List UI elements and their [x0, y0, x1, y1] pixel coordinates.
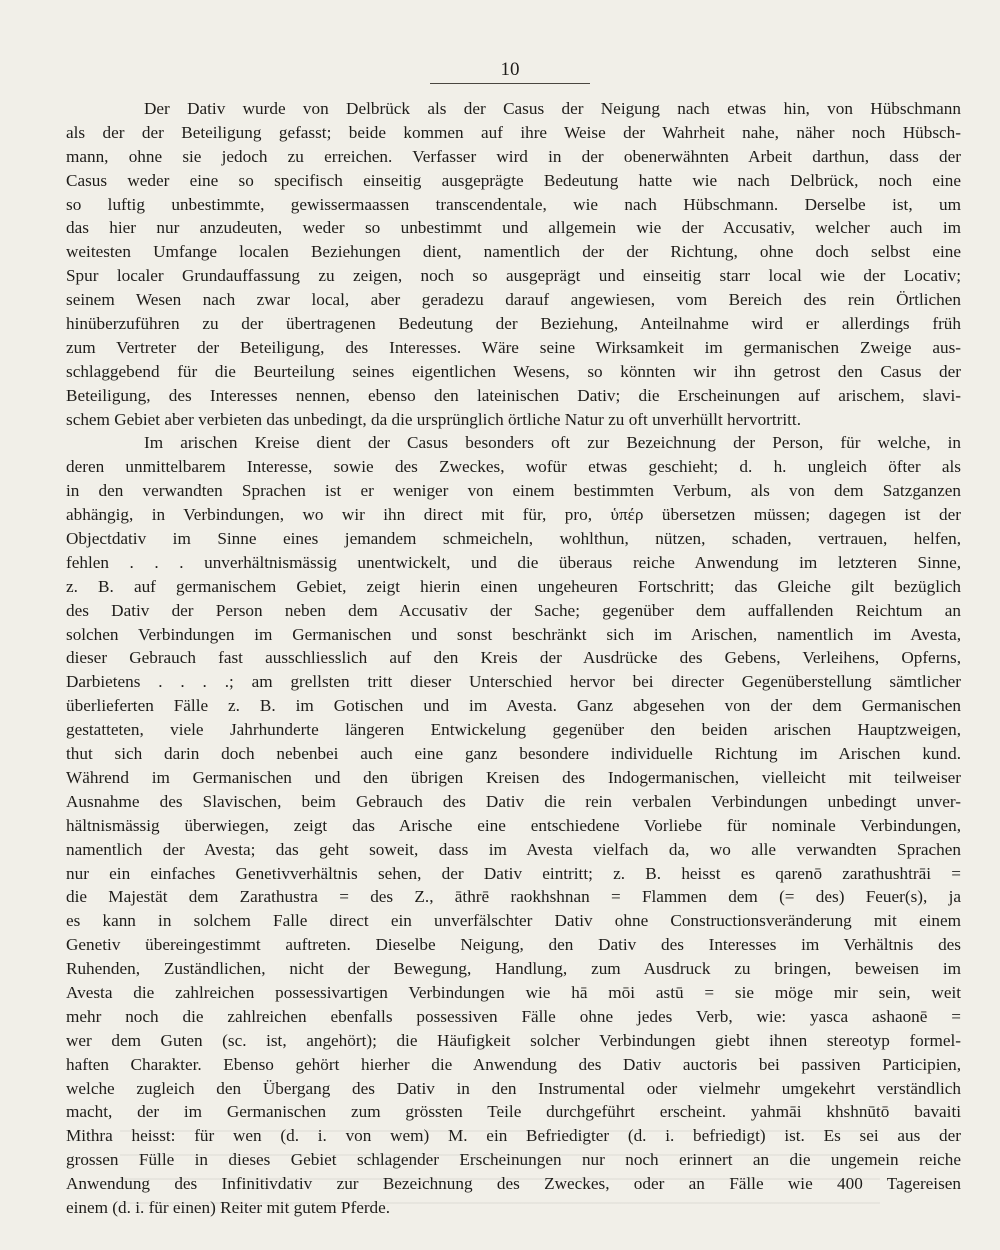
- text-line: welche zugleich den Übergang des Dativ in den Instrumental oder vielmehr umgekehrt verständlich: [66, 1078, 961, 1098]
- text-line: deren unmittelbarem Interesse, sowie des Zweckes, wofür etwas geschieht; d. h. ungleich öfter als: [66, 457, 961, 477]
- text-line: einem (d. i. für einen) Reiter mit gutem Pferde.: [66, 1197, 391, 1217]
- text-line: des Dativ der Person neben dem Accusativ der Sache; gegenüber dem auffallenden Reichtum an: [66, 600, 961, 620]
- text-line: Objectdativ im Sinne eines jemandem schmeicheln, wohlthun, nützen, schaden, vertrauen, helfen,: [66, 529, 961, 549]
- text-line: grossen Fülle in dieses Gebiet schlagender Erscheinungen nur noch erinnert an die ungemein reiche: [66, 1150, 961, 1170]
- page-number: 10: [500, 59, 520, 80]
- text-line: solchen Verbindungen im Germanischen und sonst beschränkt sich im Arischen, namentlich im Avesta,: [66, 624, 961, 644]
- text-line: Beteiligung, des Interesses nennen, ebenso den lateinischen Dativ; die Erscheinungen auf arischem, slavi-: [66, 385, 961, 405]
- text-line: gestatteten, viele Jahrhunderte längeren Entwickelung gegenüber den beiden arischen Hauptzweigen,: [66, 720, 961, 740]
- text-line: überlieferten Fälle z. B. im Gotischen und im Avesta. Ganz abgesehen von der dem Germanischen: [66, 696, 961, 716]
- text-line: Genetiv übereingestimmt auftreten. Dieselbe Neigung, den Dativ des Interesses im Verhältnis des: [66, 935, 961, 955]
- text-line: es kann in solchem Falle direct ein unverfälschter Dativ ohne Constructionsveränderung mit einem: [66, 911, 961, 931]
- text-line: Anwendung des Infinitivdativ zur Bezeichnung des Zweckes, oder an Fälle wie 400 Tagereisen: [66, 1174, 961, 1194]
- text-line: thut sich darin doch nebenbei auch eine ganz besondere individuelle Richtung im Arischen kund.: [66, 744, 961, 764]
- text-line: Ruhenden, Zuständlichen, nicht der Bewegung, Handlung, zum Ausdruck zu bringen, beweisen im: [66, 959, 961, 979]
- text-line: Ausnahme des Slavischen, beim Gebrauch des Dativ die rein verbalen Verbindungen unbedingt unver-: [66, 791, 961, 811]
- text-line: nur ein einfaches Genetivverhältnis sehen, der Dativ eintritt; z. B. heisst es qarenō zarathushtrāi =: [66, 863, 961, 883]
- text-line: haften Charakter. Ebenso gehört hierher die Anwendung des Dativ auctoris bei passiven Participien,: [66, 1054, 961, 1074]
- text-line: die Majestät dem Zarathustra = des Z., āthrē raokhshnan = Flammen dem (= des) Feuer(s), ja: [66, 887, 961, 907]
- text-line: wer dem Guten (sc. ist, angehört); die Häufigkeit solcher Verbindungen giebt ihnen stereotyp formel-: [66, 1030, 961, 1050]
- text-line: dieser Gebrauch fast ausschliesslich auf den Kreis der Ausdrücke des Gebens, Verleihens, Opferns,: [66, 648, 961, 668]
- header-rule: [430, 83, 590, 84]
- text-line: Der Dativ wurde von Delbrück als der Casus der Neigung nach etwas hin, von Hübschmann: [144, 99, 961, 118]
- text-line: abhängig, in Verbindungen, wo wir ihn direct mit für, pro, ὑπέρ übersetzen müssen; dagegen ist der: [66, 505, 961, 525]
- text-line: fehlen . . . unverhältnismässig unentwickelt, und die überaus reiche Anwendung im letzteren Sinne,: [66, 552, 961, 572]
- text-line: Avesta die zahlreichen possessivartigen Verbindungen wie hā mōi astū = sie möge mir sein, weit: [66, 982, 961, 1002]
- text-line: zum Vertreter der Beteiligung, des Interesses. Wäre seine Wirksamkeit im germanischen Zweige aus-: [66, 337, 961, 357]
- text-line: hältnismässig überwiegen, zeigt das Arische eine entschiedene Vorliebe für nominale Verbindungen,: [66, 815, 961, 835]
- text-line: mann, ohne sie jedoch zu erreichen. Verfasser wird in der obenerwähnten Arbeit darthun, dass der: [66, 146, 961, 166]
- text-line: mehr noch die zahlreichen ebenfalls possessiven Fälle ohne jedes Verb, wie: yasca ashaonē =: [66, 1006, 961, 1026]
- text-line: macht, der im Germanischen zum grössten Teile durchgeführt erscheint. yahmāi khshnūtō bavaiti: [66, 1102, 961, 1122]
- page-header: [430, 58, 590, 84]
- text-line: schlaggebend für die Beurteilung seines eigentlichen Wesens, so könnten wir ihn getrost den Casus der: [66, 361, 961, 381]
- text-line: weitesten Umfange localen Beziehungen dient, namentlich der der Richtung, ohne doch selbst eine: [66, 242, 961, 262]
- text-line: Casus weder eine so specifisch einseitig ausgeprägte Bedeutung hatte wie nach Delbrück, noch eine: [66, 170, 961, 190]
- text-line: schem Gebiet aber verbieten das unbedingt, da die ursprünglich örtliche Natur zu oft unverhüllt hervortritt.: [66, 409, 802, 429]
- text-line: Mithra heisst: für wen (d. i. von wem) M. ein Befriedigter (d. i. befriedigt) ist. Es sei aus der: [66, 1126, 961, 1146]
- text-line: hinüberzuführen zu der übertragenen Bedeutung der Beziehung, Anteilnahme wird er allerdings früh: [66, 314, 961, 334]
- text-line: das hier nur anzudeuten, weder so unbestimmt und allgemein wie der Accusativ, welcher auch im: [66, 218, 961, 238]
- text-line: seinem Wesen nach zwar local, aber geradezu darauf angewiesen, vom Bereich des rein Örtlichen: [66, 290, 961, 310]
- show-through-texture: [120, 1130, 880, 1220]
- text-line: Spur localer Grundauffassung zu zeigen, noch so ausgeprägt und einseitig starr local wie der Locativ;: [66, 266, 961, 286]
- body-text: [66, 97, 961, 1220]
- text-line: als der der Beteiligung gefasst; beide kommen auf ihre Weise der Wahrheit nahe, näher noch Hübsch-: [66, 122, 961, 142]
- text-line: Darbietens . . . .; am grellsten tritt dieser Unterschied hervor bei directer Gegenüberstellung sämtlicher: [66, 672, 961, 692]
- text-line: namentlich der Avesta; das geht soweit, dass im Avesta vielfach da, wo alle verwandten Sprachen: [66, 839, 961, 859]
- text-line: Im arischen Kreise dient der Casus besonders oft zur Bezeichnung der Person, für welche, in: [144, 433, 961, 453]
- text-line: so luftig unbestimmte, gewissermaassen transcendentale, wie nach Hübschmann. Derselbe ist, um: [66, 194, 961, 214]
- text-line: in den verwandten Sprachen ist er weniger von einem bestimmten Verbum, als von dem Satzganzen: [66, 481, 961, 501]
- text-line: z. B. auf germanischem Gebiet, zeigt hierin einen ungeheuren Fortschritt; das Gleiche gilt bezüglich: [66, 576, 961, 596]
- text-line: Während im Germanischen und den übrigen Kreisen des Indogermanischen, vielleicht mit teilweiser: [66, 767, 961, 787]
